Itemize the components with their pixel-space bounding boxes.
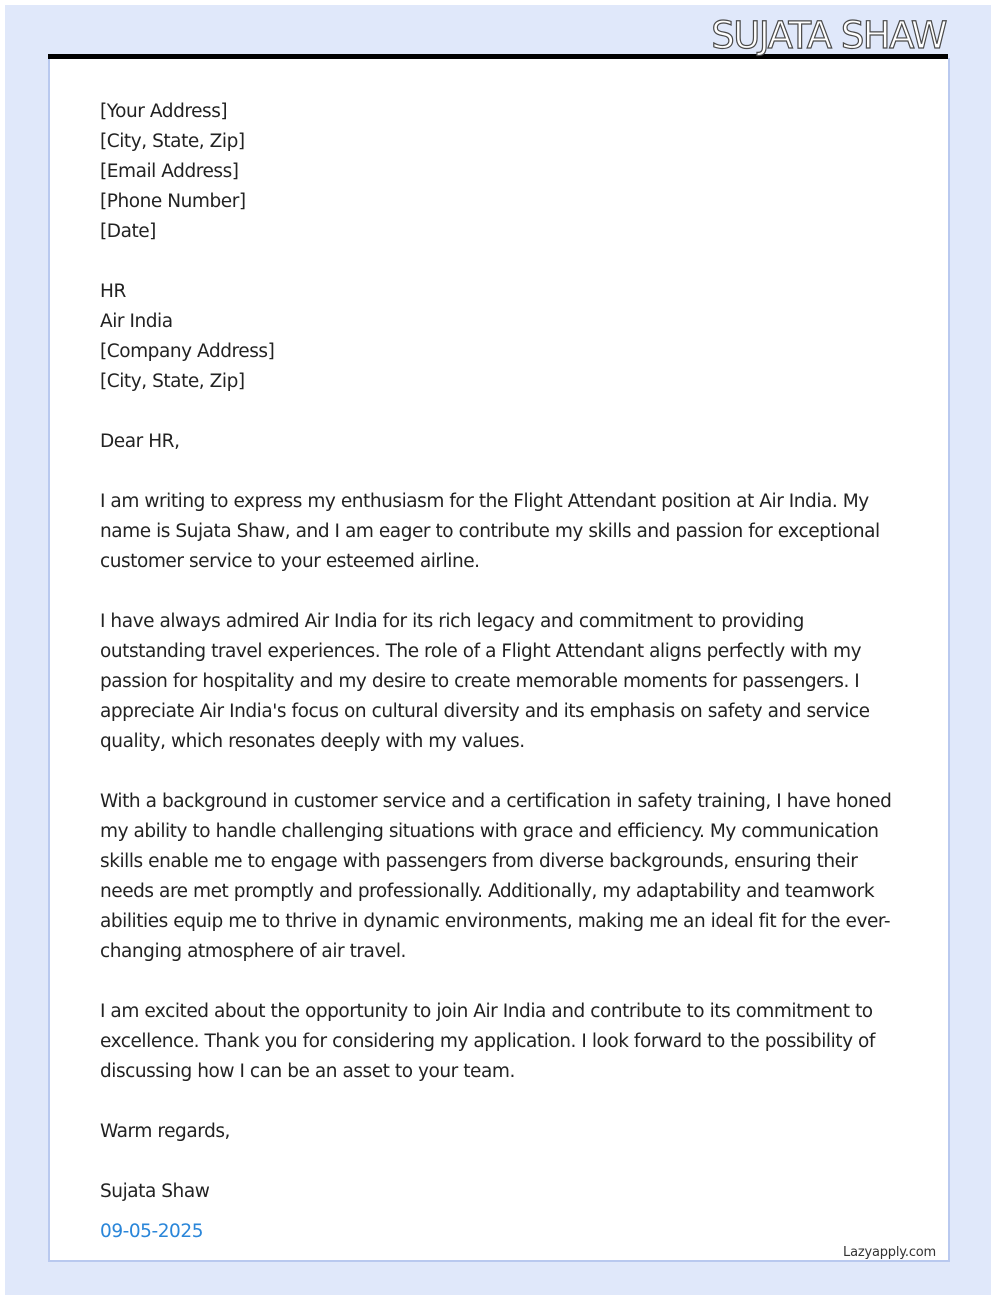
sender-city-line: [City, State, Zip]: [100, 131, 245, 152]
recipient-address-block: [100, 277, 900, 397]
body-paragraph: I am excited about the opportunity to join Air India and contribute to its commitment to excellence. Thank you for considering my application. I look forward to the possibility of discussing how I can be an asset to your team.: [100, 1001, 875, 1082]
sender-email-line: [Email Address]: [100, 161, 239, 182]
recipient-company-line: Air India: [100, 311, 173, 332]
watermark: Lazyapply.com: [843, 1245, 936, 1260]
sender-address-block: [100, 97, 900, 247]
applicant-name-heading: SUJATA SHAW: [711, 14, 946, 57]
body-paragraph: I am writing to express my enthusiasm for the Flight Attendant position at Air India. My name is Sujata Shaw, and I am eager to contribute my skills and passion for exceptional customer service to your esteemed airline.: [100, 491, 880, 572]
sender-address-line: [Your Address]: [100, 101, 228, 122]
closing: Warm regards,: [100, 1121, 230, 1142]
signature: Sujata Shaw: [100, 1181, 210, 1202]
letter-body: [100, 97, 900, 1247]
body-paragraph: With a background in customer service and a certification in safety training, I have honed my ability to handle challenging situations with grace and efficiency. My communication skills enable me to engage with passengers from diverse backgrounds, ensuring their needs are met promptly and professionally. Additionally, my adaptability and teamwork abilities equip me to thrive in dynamic environments, making me an ideal fit for the ever-changing atmosphere of air travel.: [100, 791, 892, 962]
letter-date: 09-05-2025: [100, 1221, 204, 1242]
sender-date-line: [Date]: [100, 221, 156, 242]
salutation: Dear HR,: [100, 431, 180, 452]
recipient-address-line: [Company Address]: [100, 341, 275, 362]
sender-phone-line: [Phone Number]: [100, 191, 246, 212]
recipient-title-line: HR: [100, 281, 126, 302]
recipient-city-line: [City, State, Zip]: [100, 371, 245, 392]
body-paragraph: I have always admired Air India for its rich legacy and commitment to providing outstanding travel experiences. The role of a Flight Attendant aligns perfectly with my passion for hospitality and my desire to create memorable moments for passengers. I appreciate Air India's focus on cultural diversity and its emphasis on safety and service quality, which resonates deeply with my values.: [100, 611, 870, 752]
